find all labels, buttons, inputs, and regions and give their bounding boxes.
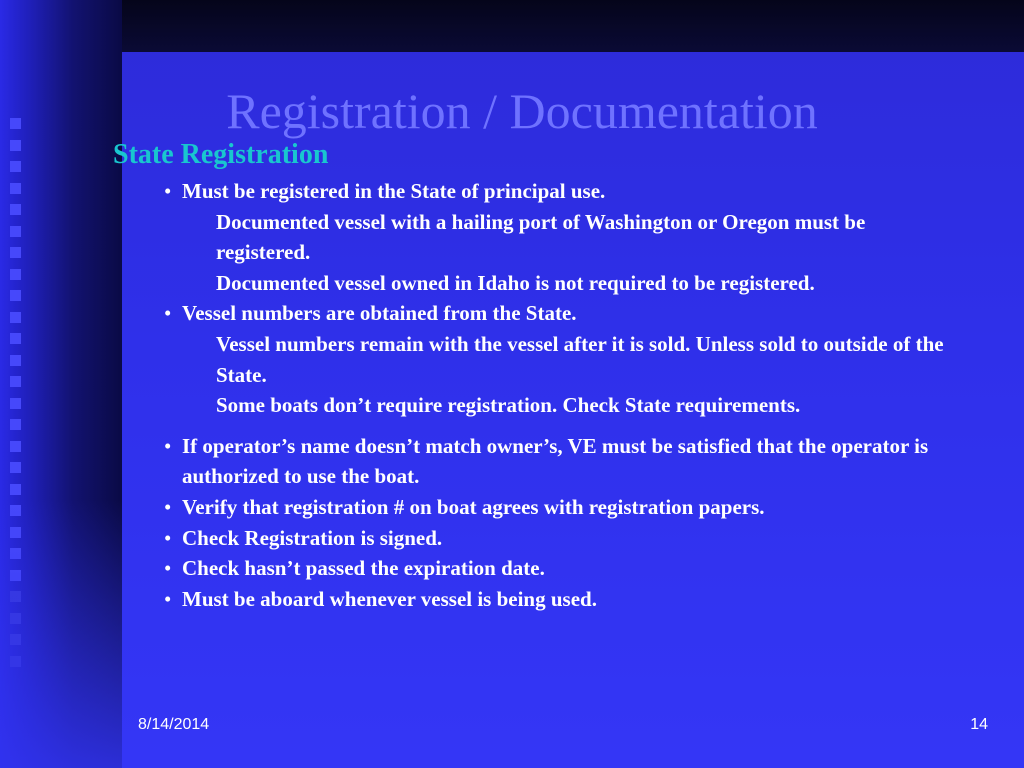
list-item (160, 584, 960, 615)
bullet-text: If operator’s name doesn’t match owner’s, VE must be satisfied that the operator is authorized to use the boat. (182, 433, 929, 489)
bullet-text: Check Registration is signed. (182, 525, 443, 550)
list-item (160, 298, 960, 329)
section-heading: State Registration (113, 139, 329, 170)
bullet-glyph: • (164, 525, 172, 550)
bullet-text: Vessel numbers are obtained from the State. (182, 301, 577, 326)
bullet-glyph: • (164, 556, 172, 581)
bullet-glyph: • (164, 301, 172, 326)
slide-title: Registration / Documentation (226, 83, 818, 139)
top-dark-band (122, 0, 1024, 52)
list-item (160, 553, 960, 584)
bullet-list (160, 176, 960, 614)
list-item (160, 523, 960, 554)
list-item (160, 431, 960, 492)
bullet-text: Must be aboard whenever vessel is being used. (182, 586, 597, 611)
sub-item: Some boats don’t require registration. Check State requirements. (216, 393, 801, 418)
page-number: 14 (970, 716, 988, 733)
sub-item: Documented vessel owned in Idaho is not required to be registered. (216, 270, 815, 295)
bullet-text: Verify that registration # on boat agrees with registration papers. (182, 494, 765, 519)
bullet-glyph: • (164, 586, 172, 611)
footer-date: 8/14/2014 (138, 716, 210, 733)
bullet-text: Must be registered in the State of principal use. (182, 179, 606, 203)
bullet-text: Check hasn’t passed the expiration date. (182, 556, 545, 581)
list-item (160, 176, 960, 207)
bullet-glyph: • (164, 433, 172, 458)
list-item (160, 492, 960, 523)
bullet-glyph: • (164, 179, 172, 203)
bullet-glyph: • (164, 494, 172, 519)
sub-item: Documented vessel with a hailing port of Washington or Oregon must be registered. (216, 209, 866, 265)
sub-item: Vessel numbers remain with the vessel after it is sold. Unless sold to outside of the State. (216, 331, 944, 387)
